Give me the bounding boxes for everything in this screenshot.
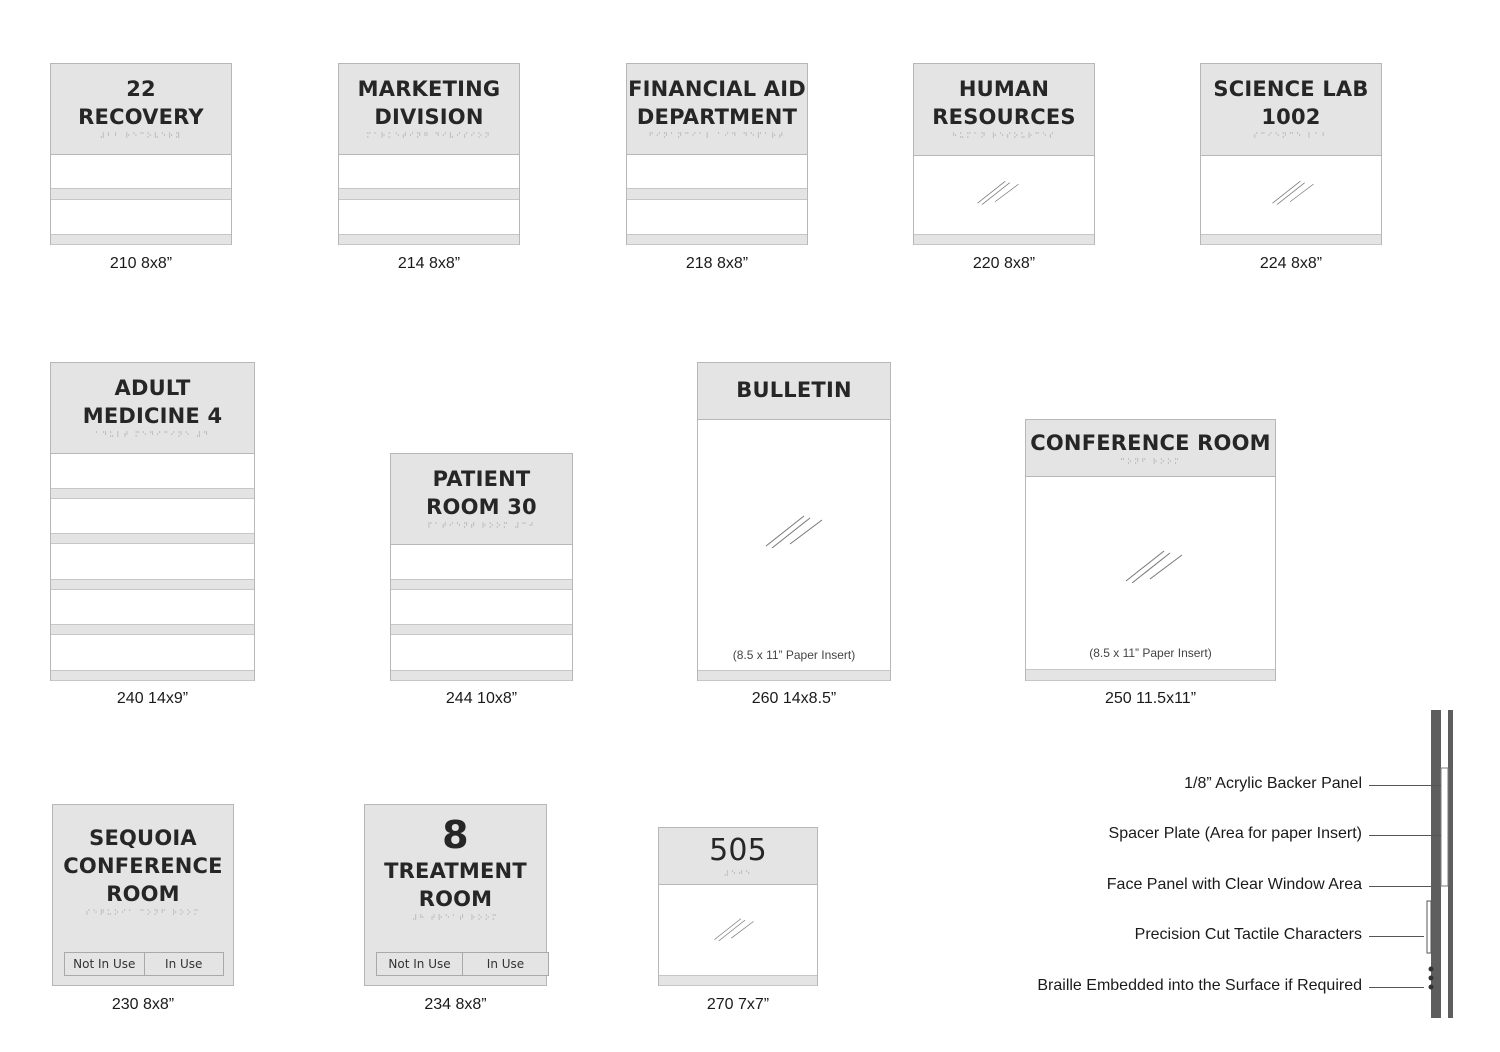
braille-dot [1429,967,1434,972]
in-use-label: In Use [144,953,224,975]
bottom-rail [659,975,817,986]
sign-270 [658,827,818,986]
legend-spacer-plate: Spacer Plate (Area for paper Insert) [1108,825,1362,842]
clear-window-icon [1124,540,1184,586]
slot-divider [51,533,254,544]
sign-title: FINANCIAL AID DEPARTMENT [628,77,806,129]
slot-divider [51,624,254,635]
backer-panel-edge [1448,710,1453,1018]
leader-line [1369,987,1424,988]
sign-caption: 230 8x8” [111,996,175,1013]
braille-text: ⠁⠙⠥⠇⠞ ⠍⠑⠙⠊⠉⠊⠝⠑ ⠼⠙ [94,431,211,439]
sign-244 [390,453,573,681]
braille-dot [1429,976,1434,981]
bottom-rail [698,670,890,681]
sign-260 [697,362,891,681]
sign-title: CONFERENCE ROOM [1030,431,1271,455]
slot-divider [51,488,254,499]
braille-text: ⠏⠁⠞⠊⠑⠝⠞ ⠗⠕⠕⠍ ⠼⠉⠚ [427,522,536,530]
slot-divider [339,188,519,200]
bottom-rail [391,670,572,681]
sign-218 [626,63,808,245]
braille-text: ⠍⠁⠗⠅⠑⠞⠊⠝⠛ ⠙⠊⠧⠊⠎⠊⠕⠝ [366,132,492,140]
not-in-use-label: Not In Use [73,957,136,971]
sign-214 [338,63,520,245]
sign-title: HUMAN RESOURCES [932,77,1076,129]
clear-window-icon [1271,175,1315,205]
sign-title: TREATMENT ROOM [384,859,527,911]
slot-divider [627,188,807,200]
backer-panel [1431,710,1441,1018]
slot-divider [51,579,254,590]
sign-caption: 214 8x8” [397,255,461,272]
clear-window-icon [764,504,824,552]
braille-text: ⠉⠕⠝⠋ ⠗⠕⠕⠍ [1119,458,1182,466]
leader-line [1369,936,1424,937]
sign-caption: 224 8x8” [1259,255,1323,272]
braille-text: ⠎⠑⠟⠥⠕⠊⠁ ⠉⠕⠝⠋ ⠗⠕⠕⠍ [85,909,201,917]
sign-250 [1025,419,1276,681]
bottom-rail [914,234,1094,245]
sign-caption: 250 11.5x11” [1104,690,1197,707]
clear-window-icon [713,912,755,942]
bottom-rail [627,234,807,245]
sign-234 [364,804,547,986]
sign-caption: 210 8x8” [109,255,173,272]
sign-caption: 240 14x9” [116,690,189,707]
sign-title: SCIENCE LAB 1002 [1213,77,1369,129]
occupancy-slider[interactable] [64,952,224,976]
braille-text: ⠼⠓ ⠞⠗⠑⠁⠞ ⠗⠕⠕⠍ [412,914,499,922]
sign-title: PATIENT ROOM 30 [426,467,537,519]
sign-210 [50,63,232,245]
in-use-label: In Use [462,953,548,975]
leader-line [1369,886,1431,887]
leader-line [1369,785,1441,786]
braille-text: ⠓⠥⠍⠁⠝ ⠗⠑⠎⠕⠥⠗⠉⠑⠎ [951,132,1056,140]
braille-dot [1429,985,1434,990]
sign-caption: 220 8x8” [972,255,1036,272]
sign-title: MARKETING DIVISION [357,77,501,129]
sign-230 [52,804,234,986]
legend-braille: Braille Embedded into the Surface if Required [1037,977,1362,994]
slot-divider [51,188,231,200]
slot-divider [391,624,572,635]
not-in-use-label: Not In Use [388,957,451,971]
sign-title: 505 [709,833,767,868]
legend-tactile-characters: Precision Cut Tactile Characters [1134,926,1362,943]
sign-caption: 260 14x8.5” [751,690,837,707]
sign-240 [50,362,255,681]
paper-insert-note: (8.5 x 11” Paper Insert) [1089,646,1212,660]
sign-title: BULLETIN [736,378,852,402]
sign-number: 8 [442,813,469,857]
bottom-rail [51,670,254,681]
sign-title: ADULT MEDICINE 4 [82,376,223,428]
sign-caption: 270 7x7” [706,996,770,1013]
sign-title: SEQUOIA CONFERENCE ROOM [63,826,223,906]
sign-caption: 244 10x8” [445,690,518,707]
sign-cross-section [1420,710,1460,1022]
braille-text: ⠼⠃⠃ ⠗⠑⠉⠕⠧⠑⠗⠽ [99,132,183,140]
legend-backer-panel: 1/8” Acrylic Backer Panel [1184,775,1362,792]
slot-divider [391,579,572,590]
braille-text: ⠼⠑⠚⠑ [723,870,753,878]
spacer-plate [1441,768,1448,886]
clear-window-icon [976,175,1020,205]
occupancy-slider[interactable] [376,952,549,976]
braille-text: ⠋⠊⠝⠁⠝⠉⠊⠁⠇ ⠁⠊⠙ ⠙⠑⠏⠁⠗⠞ [648,132,786,140]
leader-line [1369,835,1441,836]
bottom-rail [1201,234,1381,245]
sign-caption: 234 8x8” [424,996,487,1013]
bottom-rail [1026,669,1275,681]
braille-text: ⠎⠉⠊⠑⠝⠉⠑ ⠇⠁⠃ [1253,132,1329,140]
bottom-rail [51,234,231,245]
sign-title: 22 RECOVERY [78,77,204,129]
bottom-rail [339,234,519,245]
tactile-character [1427,901,1431,953]
sign-220 [913,63,1095,245]
sign-224 [1200,63,1382,245]
sign-caption: 218 8x8” [685,255,749,272]
paper-insert-note: (8.5 x 11” Paper Insert) [732,648,856,662]
legend-face-panel: Face Panel with Clear Window Area [1106,876,1362,893]
